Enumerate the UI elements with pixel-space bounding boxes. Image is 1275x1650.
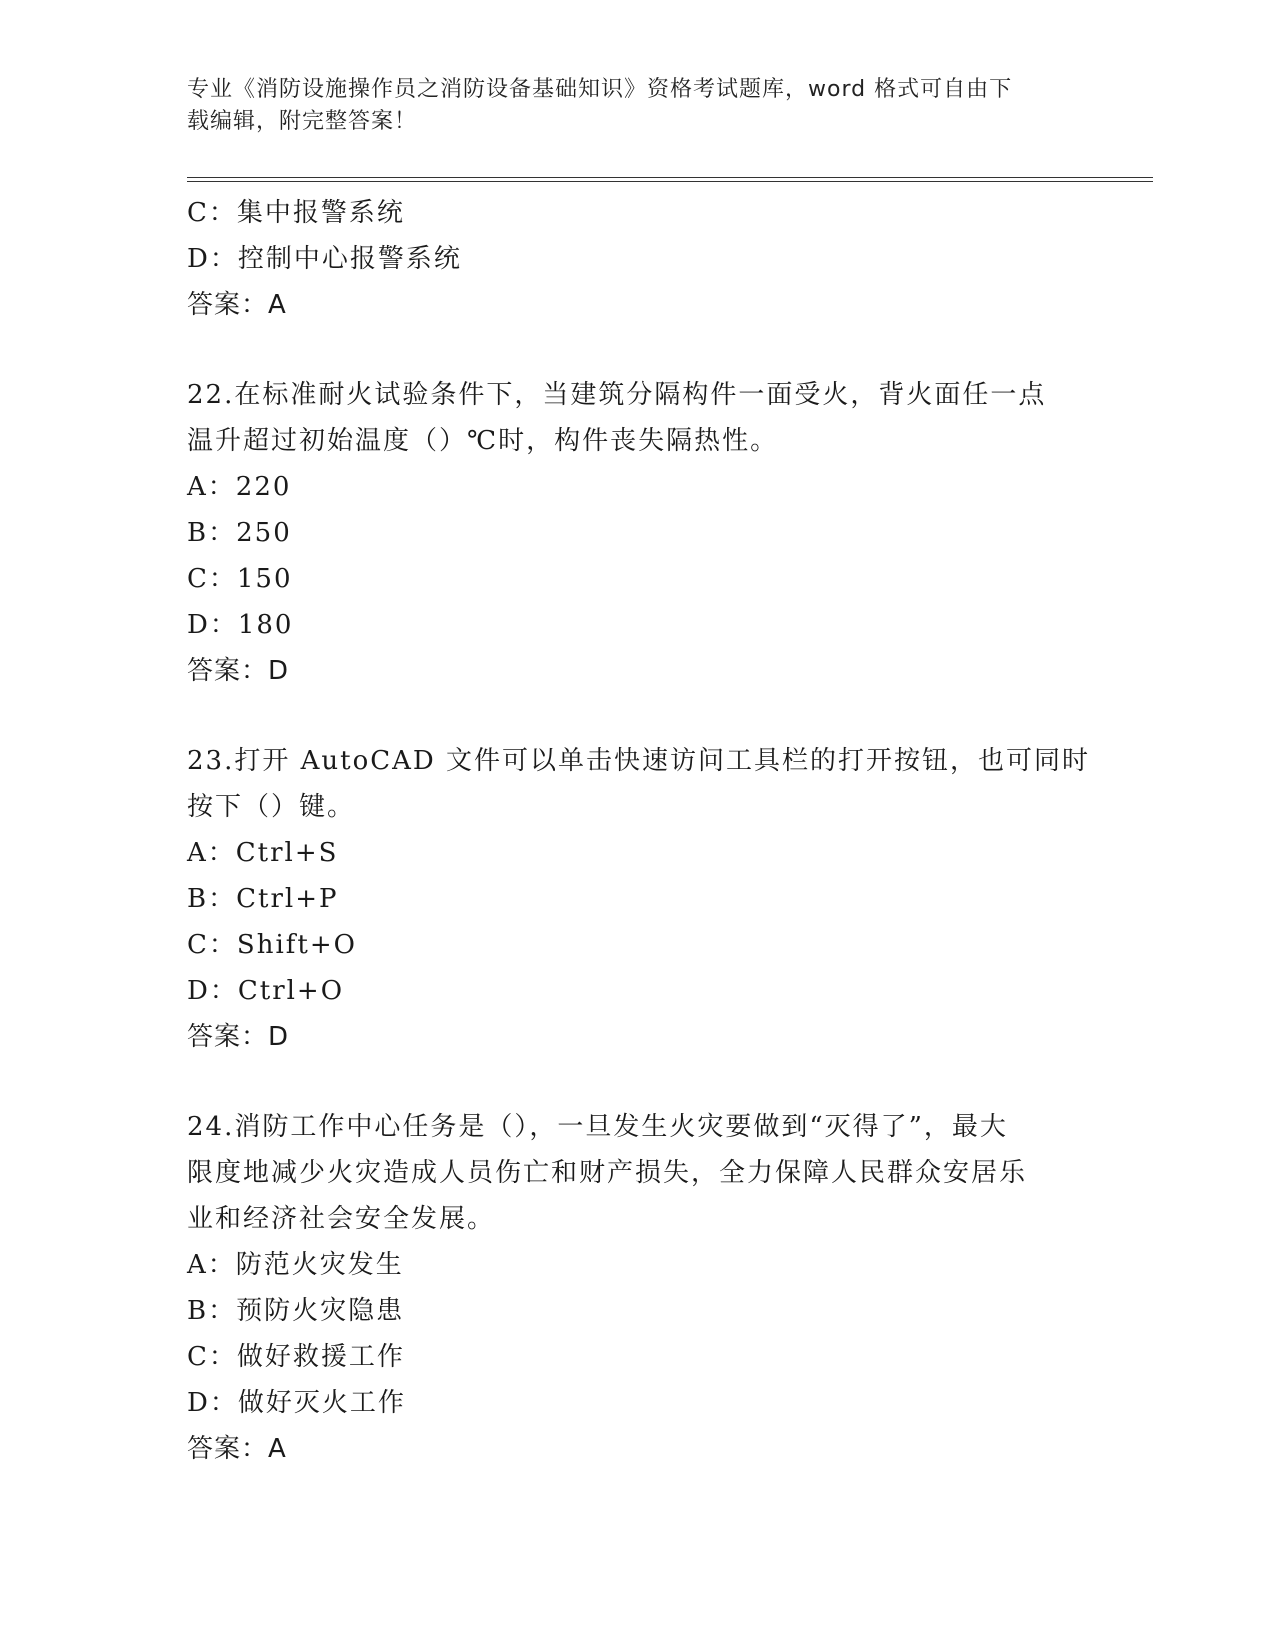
q22-stem-line-2: 温升超过初始温度（）℃时，构件丧失隔热性。: [187, 426, 779, 456]
spacer: [187, 328, 1087, 372]
q23-stem-line-2: 按下（）键。: [187, 792, 356, 822]
q24-answer: 答案：A: [187, 1434, 287, 1464]
q21-answer: 答案：A: [187, 290, 287, 320]
q21-option-d: D：控制中心报警系统: [187, 244, 462, 274]
q24-option-a: A：防范火灾发生: [187, 1250, 404, 1280]
header-divider: [187, 177, 1153, 182]
q22-answer: 答案：D: [187, 656, 290, 686]
q23-stem-line-1: 23.打开 AutoCAD 文件可以单击快速访问工具栏的打开按钮，也可同时: [187, 746, 1091, 776]
header-line-2: 载编辑，附完整答案！: [187, 109, 418, 134]
question-21-tail: [187, 190, 1087, 328]
q24-option-b: B：预防火灾隐患: [187, 1296, 405, 1326]
q24-option-c: C：做好救援工作: [187, 1342, 405, 1372]
q23-option-c: C：Shift+O: [187, 930, 357, 960]
question-23: [187, 738, 1091, 1060]
q24-option-d: D：做好灭火工作: [187, 1388, 406, 1418]
q22-option-b: B：250: [187, 518, 292, 548]
q24-stem-line-2: 限度地减少火灾造成人员伤亡和财产损失，全力保障人民群众安居乐: [187, 1158, 1028, 1188]
q23-option-a: A：Ctrl+S: [187, 838, 339, 868]
q22-option-a: A：220: [187, 472, 292, 502]
q22-stem-line-1: 22.在标准耐火试验条件下，当建筑分隔构件一面受火，背火面任一点: [187, 380, 1047, 410]
q23-option-b: B：Ctrl+P: [187, 884, 339, 914]
q24-stem-line-1: 24.消防工作中心任务是（），一旦发生火灾要做到“灭得了”，最大: [187, 1112, 1008, 1142]
document-header: [187, 74, 1067, 138]
q24-stem-line-3: 业和经济社会安全发展。: [187, 1204, 496, 1234]
spacer: [187, 694, 1087, 738]
question-22: [187, 372, 1087, 694]
spacer: [187, 1060, 1087, 1104]
q22-option-c: C：150: [187, 564, 293, 594]
header-line-1: 专业《消防设施操作员之消防设备基础知识》资格考试题库，word 格式可自由下: [187, 77, 1013, 102]
question-content: [187, 190, 1091, 1472]
q23-answer: 答案：D: [187, 1022, 290, 1052]
question-24: [187, 1104, 1087, 1472]
q22-option-d: D：180: [187, 610, 294, 640]
q23-option-d: D：Ctrl+O: [187, 976, 345, 1006]
q21-option-c: C：集中报警系统: [187, 198, 405, 228]
